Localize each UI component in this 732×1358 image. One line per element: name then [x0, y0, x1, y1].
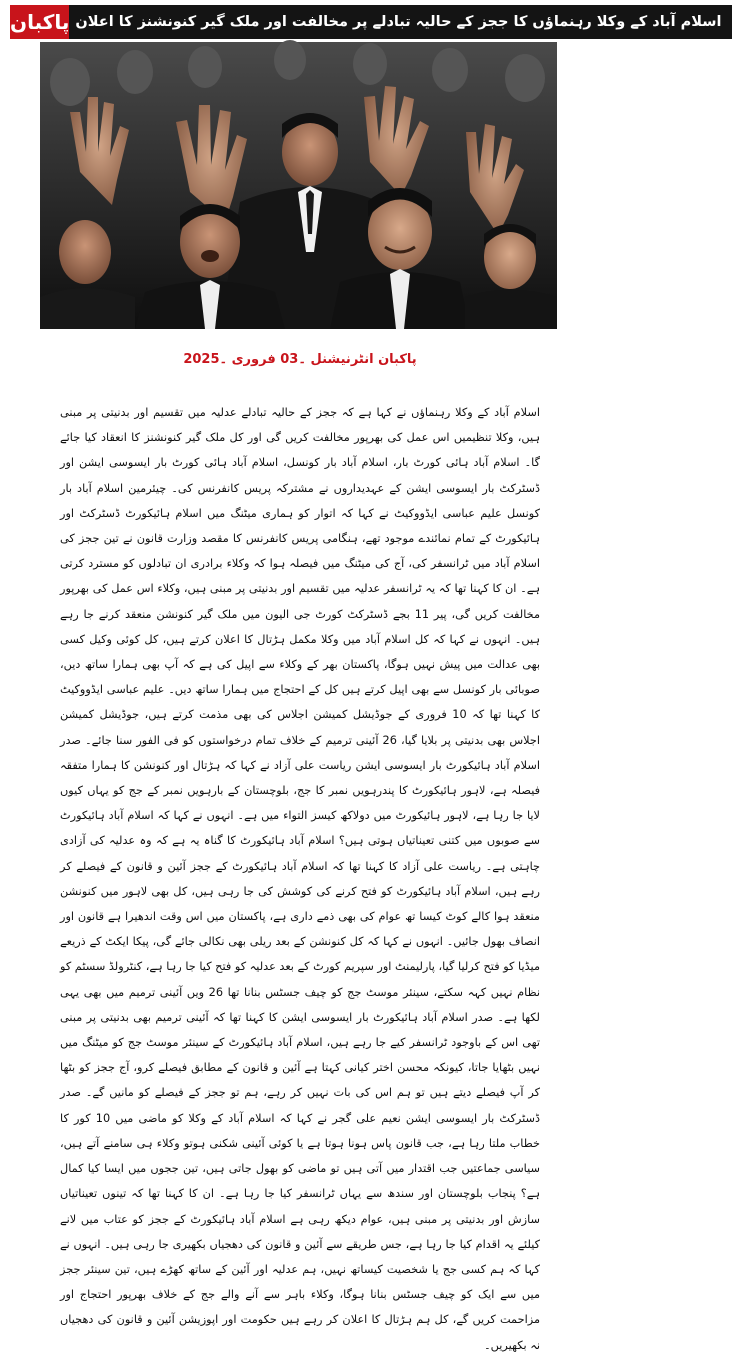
- dateline: پاکبان انٹرنیشنل ۔03 فروری ۔2025: [183, 352, 417, 367]
- article-paragraph: اسلام آباد کے وکلا رہنماؤں نے کہا ہے کہ ججز کے حالیہ تبادلے عدلیہ میں تقسیم اور بدنیتی پر مبنی ہیں، وکلا تنظیمیں اس عمل کی بھرپور مخالفت کریں گی اور کل ملک گیر کنونشنز کا انعقاد کیا جائے گا۔ اسلام آباد ہائی کورٹ بار، اسلام آباد بار کونسل، اسلام آباد ہائی کورٹ بار ایسوسی ایشن اور ڈسٹرکٹ بار ایسوسی ایشن کے عہدیداروں نے مشترکہ پریس کانفرنس کی۔ چیئرمین اسلام آباد بار کونسل علیم عباسی ایڈووکیٹ نے کہا کہ اتوار کو ہماری میٹنگ میں اسلام ہائیکورٹ ڈسٹرکٹ اور ہائیکورٹ کے تمام نمائندے موجود تھے، ہنگامی پریس کانفرنس کا مقصد وزارت قانون نے تین ججز کی اسلام آباد میں ٹرانسفر کی، آج کی میٹنگ میں فیصلہ ہوا کہ وکلاء برادری ان تبادلوں کو مسترد کرتی ہے۔ ان کا کہنا تھا کہ یہ ٹرانسفر عدلیہ میں تقسیم اور بدنیتی پر مبنی ہیں، وکلاء اس عمل کی بھرپور مخالفت کریں گی، پیر 11 بجے ڈسٹرکٹ کورٹ جی الیون میں ملک گیر کنونشن منعقد کرنے جا رہے ہیں۔ انہوں نے کہا کہ کل اسلام آباد میں وکلا مکمل ہڑتال کا اعلان کرتے ہیں، کل کوئی وکیل کسی بھی عدالت میں پیش نہیں ہوگا، پاکستان بھر کے وکلاء سے اپیل کی ہے کہ آپ بھی ہمارا ساتھ دیں، صوبائی بار کونسل سے بھی اپیل کرتے ہیں کل کے احتجاج میں ہمارا ساتھ دیں۔ علیم عباسی ایڈووکیٹ کا کہنا تھا کہ 10 فروری کے جوڈیشل کمیشن اجلاس کی بھی مذمت کرتے ہیں، جوڈیشل کمیشن اجلاس بھی بدنیتی پر بلایا گیا، 26 آئینی ترمیم کے خلاف تمام درخواستوں کو فی الفور سنا جائے۔ صدر اسلام آباد ہائیکورٹ بار ایسوسی ایشن ریاست علی آزاد نے کہا کہ ہڑتال اور کنونشن کا ہمارا متفقہ فیصلہ ہے، لاہور ہائیکورٹ کا پندرہویں نمبر کا جج، بلوچستان کے بارہویں نمبر کے جج کو یہاں کیوں لایا جا رہا ہے، لاہور ہائیکورٹ میں دولاکھ کیسز التواء میں ہے۔ انہوں نے کہا کہ اسلام آباد ہائیکورٹ سے صوبوں میں کتنی تعیناتیاں ہوتی ہیں؟ اسلام آباد ہائیکورٹ کا گناہ یہ ہے کہ وہ عدلیہ کی آزادی چاہتی ہے۔ ریاست علی آزاد کا کہنا تھا کہ اسلام آباد ہائیکورٹ کے ججز آئین و قانون کے فیصلے کر رہے ہیں، اسلام آباد ہائیکورٹ کو فتح کرنے کی کوشش کی جا رہی ہیں، کل بھی لاہور میں کنونشن منعقد ہوا کالے کوٹ کیسا تھ عوام کی بھی ذمے داری ہے، پاکستان میں اس وقت اندھیرا ہے قانون اور انصاف بھول جائیں۔ انہوں نے کہا کہ کل کنونشن کے بعد ریلی بھی نکالی جائے گی، پیکا ایکٹ کے ذریعے میڈیا کو فتح کرلیا گیا، پارلیمنٹ اور سپریم کورٹ کے بعد عدلیہ کو فتح کیا جا رہا ہے، کنٹرولڈ سسٹم کو نظام نہیں کہہ سکتے، سینئر موسٹ جج کو چیف جسٹس بنانا تھا 26 ویں آئینی ترمیم میں بھی یہی لکھا ہے۔ صدر اسلام آباد ہائیکورٹ بار ایسوسی ایشن کا کہنا تھا کہ آئینی ترمیم بھی بدنیتی پر مبنی تھی اس کے باوجود ٹرانسفر کیے جا رہے ہیں، اسلام آباد ہائیکورٹ کے سینئر موسٹ جج کو میٹنگ میں نہیں بٹھایا جاتا، کیونکہ محسن اختر کیانی کہتا ہے آئین و قانون کے مطابق فیصلے کرو، آج ججز کو بٹھا کر آپ فیصلے دیتے ہیں تو ہم اس کی بات نہیں کر رہے، ہم تو ججز کے فیصلے کو مانیں گے۔ صدر ڈسٹرکٹ بار ایسوسی ایشن نعیم علی گجر نے کہا کہ اسلام آباد کے وکلا کو ماضی میں 10 کور کا خطاب ملتا رہا ہے، جب قانون پاس ہونا ہوتا ہے یا کوئی آئینی شکنی ہوتو وکلاء ہی سامنے آتے ہیں، سیاسی جماعتیں جب اقتدار میں آتی ہیں تو ماضی کو بھول جاتی ہیں، تین ججوں میں ایسا کیا کمال ہے؟ پنجاب بلوچستان اور سندھ سے یہاں ٹرانسفر کیا جا رہا ہے۔ ان کا کہنا تھا کہ تینوں تعیناتیاں سازش اور بدنیتی پر مبنی ہیں، عوام دیکھ رہی ہے اسلام آباد ہائیکورٹ کے ججز کو عتاب میں لانے کیلئے یہ اقدام کیا جا رہا ہے، جس طریقے سے آئین و قانون کی دھجیاں بکھیری جا رہی ہیں۔ انہوں نے کہا کہ ہم کسی جج یا شخصیت کیساتھ نہیں، ہم عدلیہ اور آئین کے ساتھ کھڑے ہیں، تین سینئر ججز میں سے ایک کو چیف جسٹس بنانا ہوگا، وکلاء باہر سے آنے والے جج کے خلاف بھرپور احتجاج اور مزاحمت کریں گے، کل ہم ہڑتال کا اعلان کر رہے ہیں حکومت اور اپوزیشن آئین و قانون کی دھجیاں نہ بکھیریں۔: [60, 406, 541, 1352]
- article-body: [60, 400, 540, 1358]
- lawyers-protest-photo: [40, 42, 557, 329]
- brand-logo: پاکبان: [10, 5, 69, 39]
- article-header: [10, 5, 722, 39]
- headline: اسلام آباد کے وکلا رہنماؤں کا ججز کے حالیہ تبادلے پر مخالفت اور ملک گیر کنونشنز کا اعلان: [69, 5, 731, 39]
